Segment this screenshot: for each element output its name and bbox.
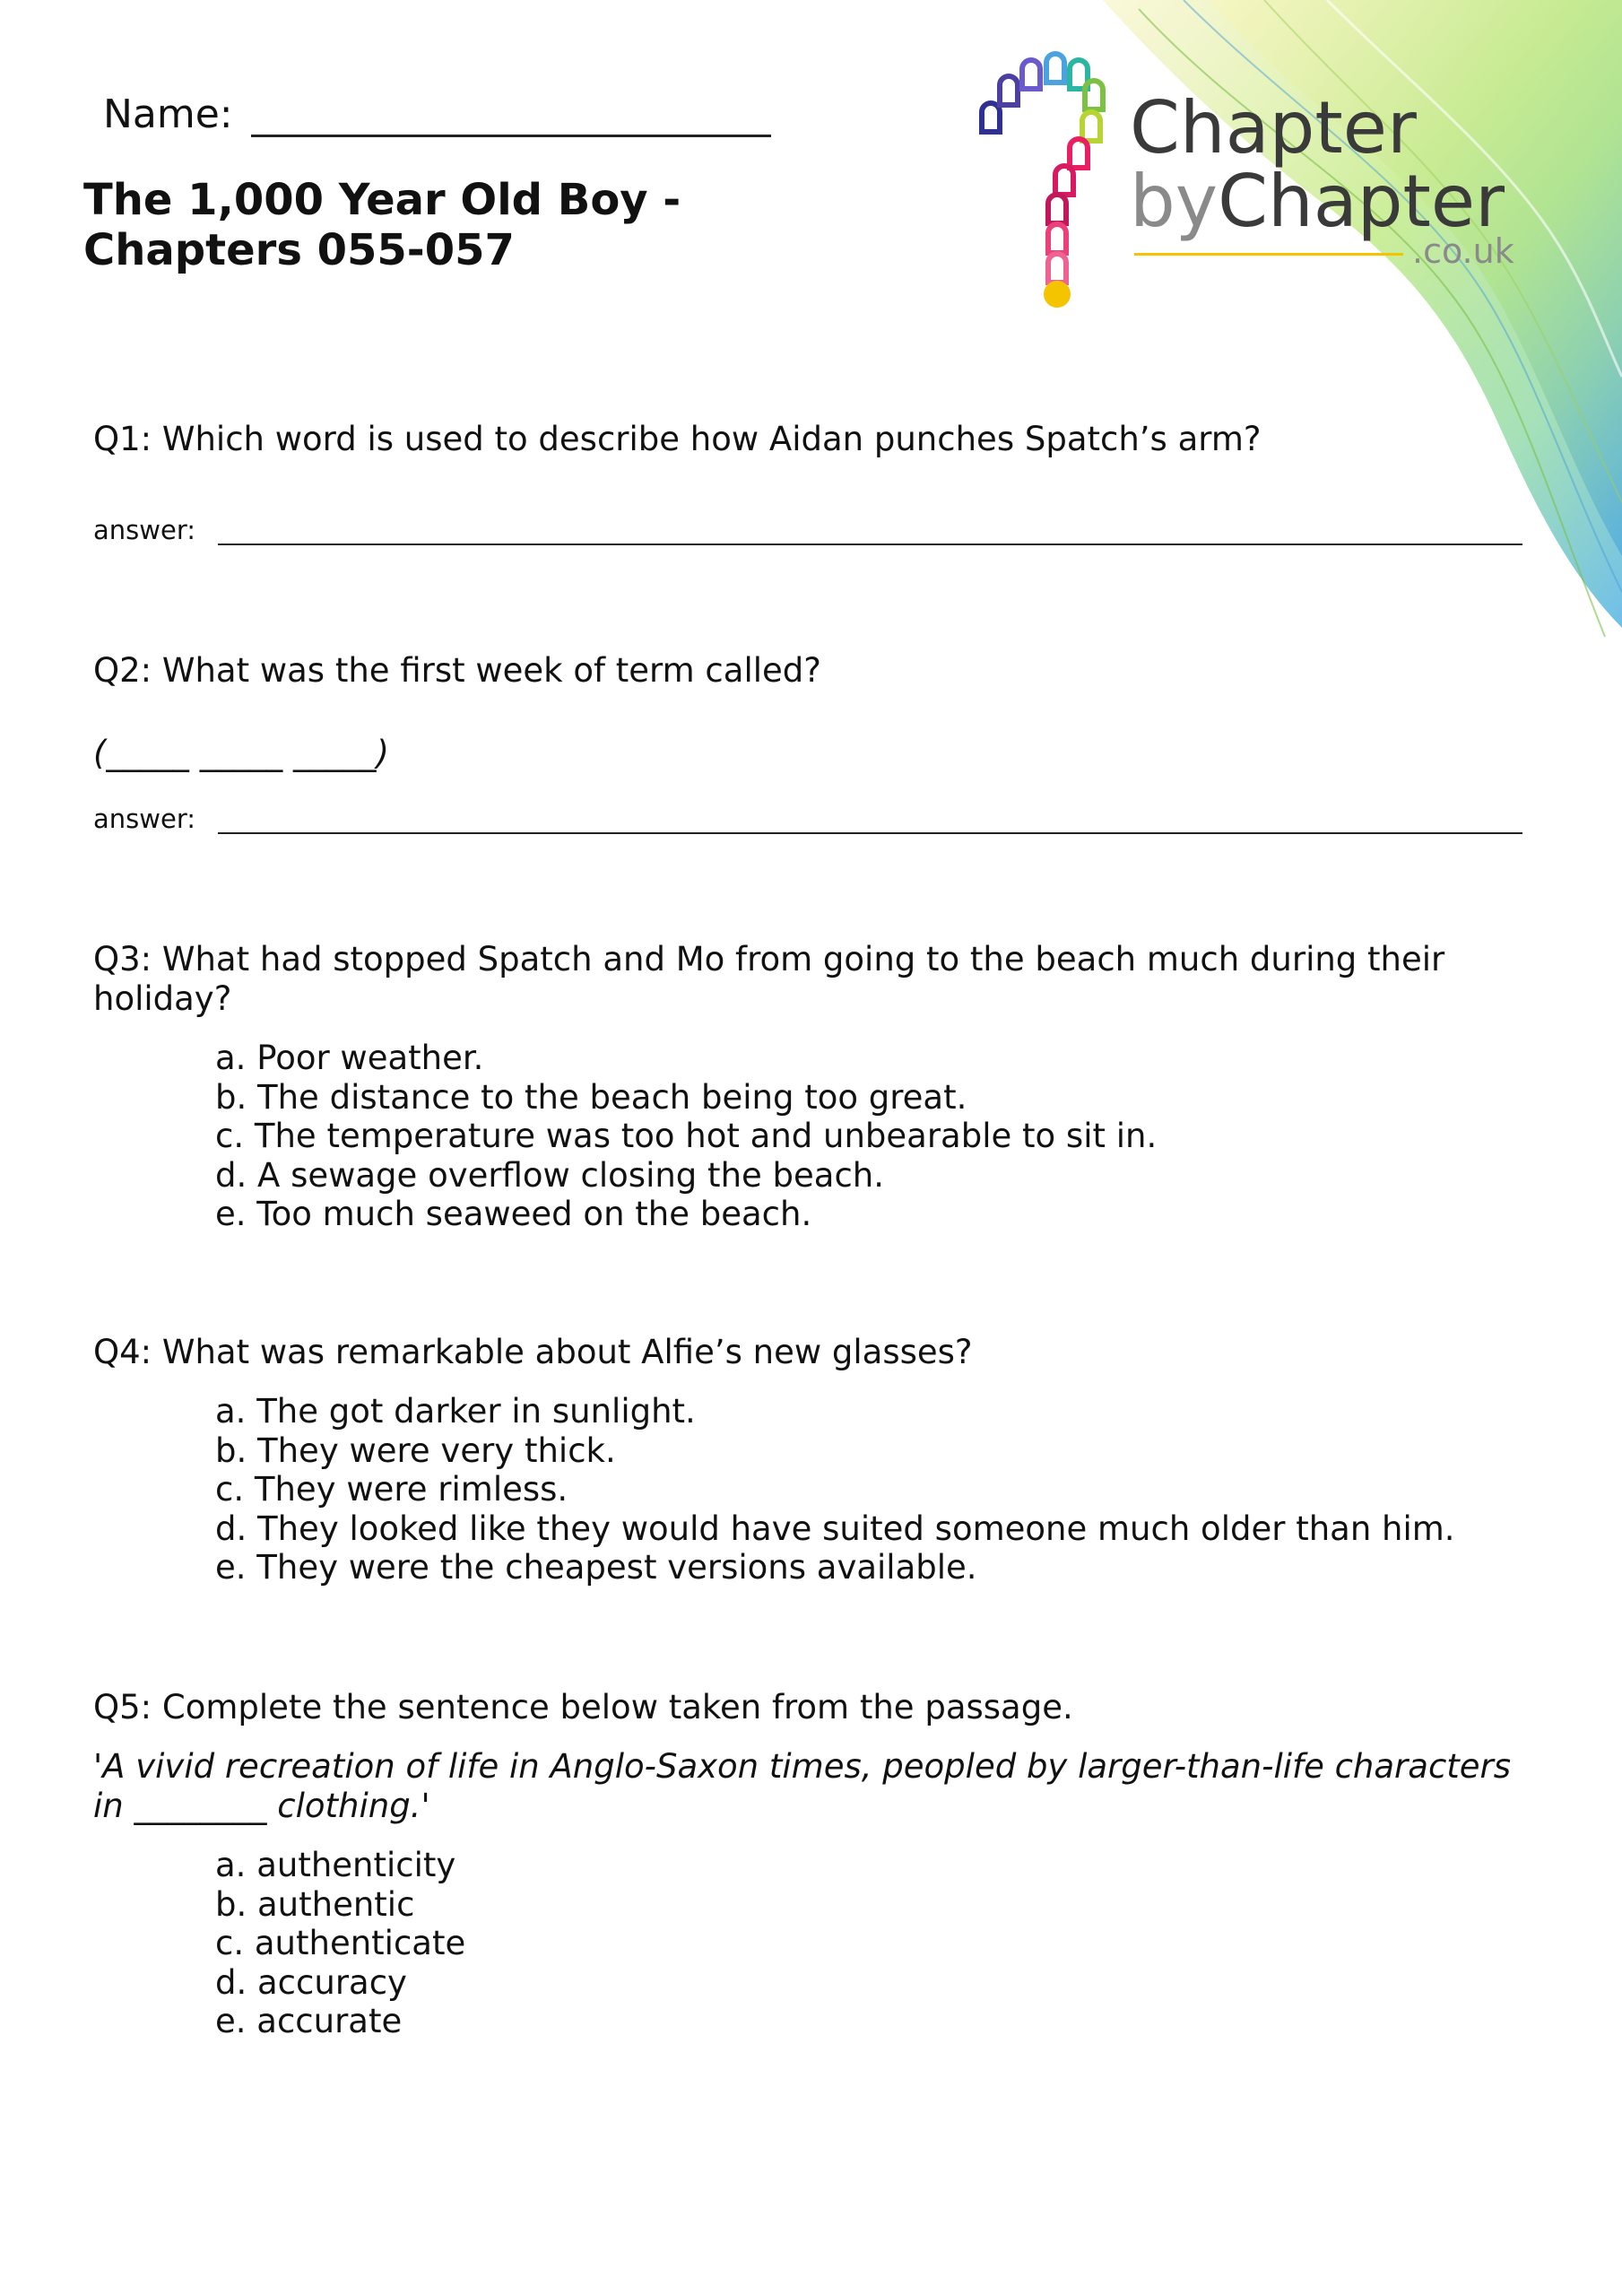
name-label: Name: bbox=[103, 91, 233, 137]
q5-option-e[interactable]: e. accurate bbox=[215, 2002, 403, 2040]
q5-option-d[interactable]: d. accuracy bbox=[215, 1962, 407, 2002]
name-field[interactable] bbox=[103, 90, 771, 137]
logo-word-bychapter bbox=[1130, 160, 1505, 243]
answer-1-row[interactable] bbox=[93, 515, 1522, 545]
title-line-1: The 1,000 Year Old Boy - bbox=[83, 175, 681, 225]
question-5: Q5: Complete the sentence below taken from the passage. bbox=[93, 1688, 1073, 1726]
worksheet-title bbox=[83, 175, 681, 275]
logo-word-by: by bbox=[1130, 160, 1219, 243]
question-4-options bbox=[215, 1392, 1455, 1587]
title-line-2: Chapters 055-057 bbox=[83, 225, 515, 275]
question-mark-books-icon bbox=[964, 49, 1125, 318]
q3-option-c[interactable]: c. The temperature was too hot and unbearable to sit in. bbox=[215, 1117, 1158, 1155]
answer-1-label: answer: bbox=[93, 515, 196, 545]
q3-option-b[interactable]: b. The distance to the beach being too great. bbox=[215, 1077, 967, 1117]
question-1: Q1: Which word is used to describe how Aidan punches Spatch’s arm? bbox=[93, 420, 1262, 458]
q5-option-b[interactable]: b. authentic bbox=[215, 1884, 415, 1924]
q4-option-c[interactable]: c. They were rimless. bbox=[215, 1470, 568, 1509]
answer-2-row[interactable] bbox=[93, 804, 1522, 834]
q4-option-b[interactable]: b. They were very thick. bbox=[215, 1431, 616, 1470]
q3-option-a[interactable]: a. Poor weather. bbox=[215, 1039, 484, 1077]
chapter-by-chapter-logo bbox=[964, 49, 1538, 318]
question-4: Q4: What was remarkable about Alfie’s new glasses? bbox=[93, 1333, 973, 1371]
question-2-blanks: (_____ _____ _____) bbox=[93, 734, 389, 772]
question-3-options bbox=[215, 1039, 1157, 1234]
answer-2-label: answer: bbox=[93, 804, 196, 834]
q3-option-d[interactable]: d. A sewage overflow closing the beach. bbox=[215, 1155, 885, 1195]
logo-underline bbox=[1134, 253, 1403, 256]
question-3: Q3: What had stopped Spatch and Mo from going to the beach much during their holiday? bbox=[93, 940, 1445, 1018]
answer-1-line[interactable] bbox=[218, 526, 1522, 545]
q5-option-a[interactable]: a. authenticity bbox=[215, 1846, 456, 1884]
logo-word-chapter: Chapter bbox=[1130, 86, 1417, 170]
q3-option-e[interactable]: e. Too much seaweed on the beach. bbox=[215, 1195, 812, 1233]
q4-option-a[interactable]: a. The got darker in sunlight. bbox=[215, 1392, 696, 1431]
name-line[interactable] bbox=[251, 90, 771, 137]
question-5-options bbox=[215, 1846, 465, 2041]
q4-option-d[interactable]: d. They looked like they would have suited someone much older than him. bbox=[215, 1509, 1455, 1548]
question-2: Q2: What was the first week of term called? bbox=[93, 651, 821, 690]
q4-option-e[interactable]: e. They were the cheapest versions available. bbox=[215, 1548, 977, 1587]
question-5-quote: 'A vivid recreation of life in Anglo-Saxon times, peopled by larger-than-life characters in ________ clothing.' bbox=[93, 1747, 1512, 1825]
q5-option-c[interactable]: c. authenticate bbox=[215, 1924, 466, 1962]
logo-domain: .co.uk bbox=[1412, 231, 1514, 271]
logo-word-chapter-2: Chapter bbox=[1218, 160, 1505, 243]
answer-2-line[interactable] bbox=[218, 814, 1522, 834]
